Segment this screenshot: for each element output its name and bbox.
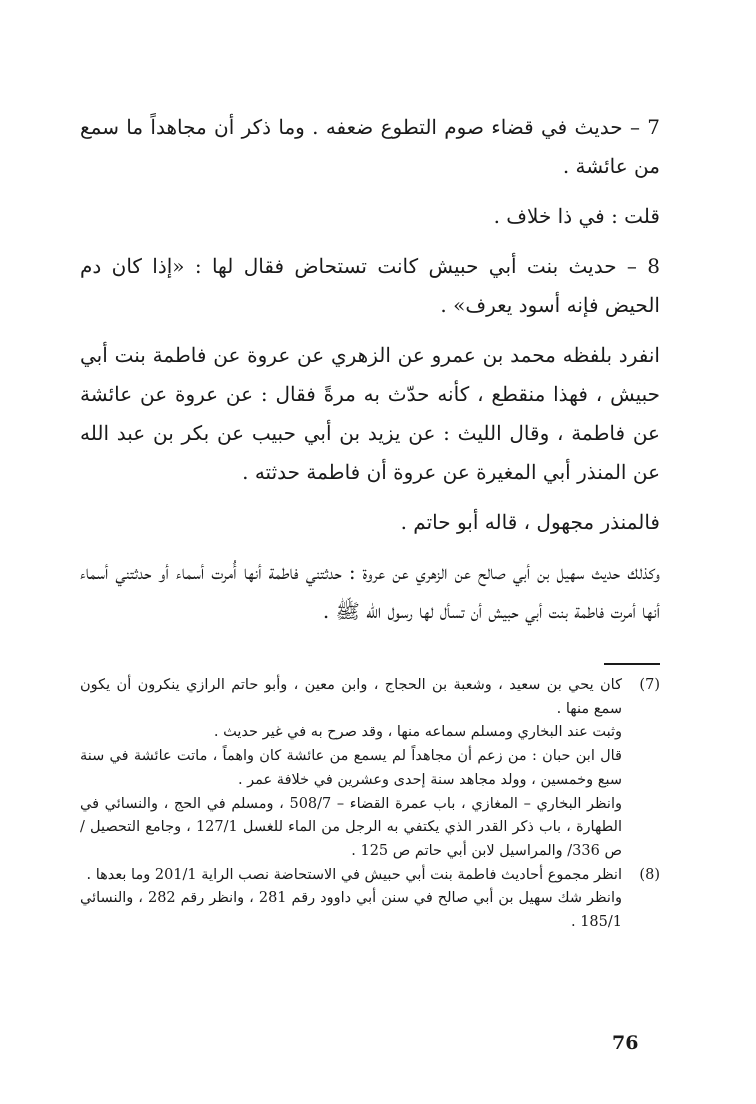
footnote-8-line-b: وانظر شك سهيل بن أبي صالح في سنن أبي داوود رقم 281 ، وانظر رقم 282 ، والنسائي 185/1 . [80,890,622,931]
footnote-7-line-d: وانظر البخاري – المغازي ، باب عمرة القضاء – 508/7 ، ومسلم في الحج ، والنسائي في الطهارة ، باب ذكر القدر الذي يكتفي به الرجل من الماء للغسل 127/1 ، وجامع التحصيل /ص 336/ والمراسيل لابن أبي حاتم ص 125 . [80,795,622,859]
footnote-7 [80,674,660,864]
footnote-separator [604,663,660,665]
paragraph-isnad-analysis: انفرد بلفظه محمد بن عمرو عن الزهري عن عروة عن فاطمة بنت أبي حبيش ، فهذا منقطع ، كأنه حدّث به مرةً فقال : عن عروة عن عائشة عن فاطمة ، وقال الليث : عن يزيد بن أبي حبيب عن بكر بن عبد الله عن المنذر أبي المغيرة عن عروة أن فاطمة حدثته . [80,343,660,484]
footnote-7-line-a: كان يحي بن سعيد ، وشعبة بن الحجاج ، وابن معين ، وأبو حاتم الرازي ينكرون أن يكون سمع منها . [80,677,622,717]
footnote-7-body [80,674,622,864]
footnotes-section [80,674,660,935]
main-text [80,108,660,642]
paragraph-suhail-hadith: وكذلك حديث سهيل بن أبي صالح عن الزهري عن عروة : حدثتني فاطمة أنها أُمرت أسماء أو حدثتني أسماء أنها أمرت فاطمة بنت أبي حبيش أن تسأل لها رسول الله ﷺ . [80,560,660,623]
footnote-7-label: (7) [639,677,660,693]
paragraph-comment: قلت : في ذا خلاف . [493,204,660,228]
paragraph-munthir-note: فالمنذر مجهول ، قاله أبو حاتم . [400,510,660,534]
footnote-7-line-c: قال ابن حبان : من زعم أن مجاهداً لم يسمع من عائشة كان واهماً ، ماتت عائشة في سنة سبع وخمسين ، وولد مجاهد سنة إحدى وعشرين في خلافة عمر . [80,748,622,788]
paragraph-hadith-8: 8 – حديث بنت أبي حبيش كانت تستحاض فقال لها : «إذا كان دم الحيض فإنه أسود يعرف» . [80,254,660,317]
page-number: 76 [612,1032,639,1054]
footnote-8-body [80,864,622,935]
footnote-8 [80,864,660,935]
footnote-8-line-a: انظر مجموع أحاديث فاطمة بنت أبي حبيش في الاستحاضة نصب الراية 201/1 وما بعدها . [86,866,622,883]
footnote-7-line-b: وثبت عند البخاري ومسلم سماعه منها ، وقد صرح به في غير حديث . [213,724,622,741]
footnote-8-label: (8) [639,866,660,883]
paragraph-hadith-7: 7 – حديث في قضاء صوم التطوع ضعفه . وما ذكر أن مجاهداً ما سمع من عائشة . [80,115,660,178]
